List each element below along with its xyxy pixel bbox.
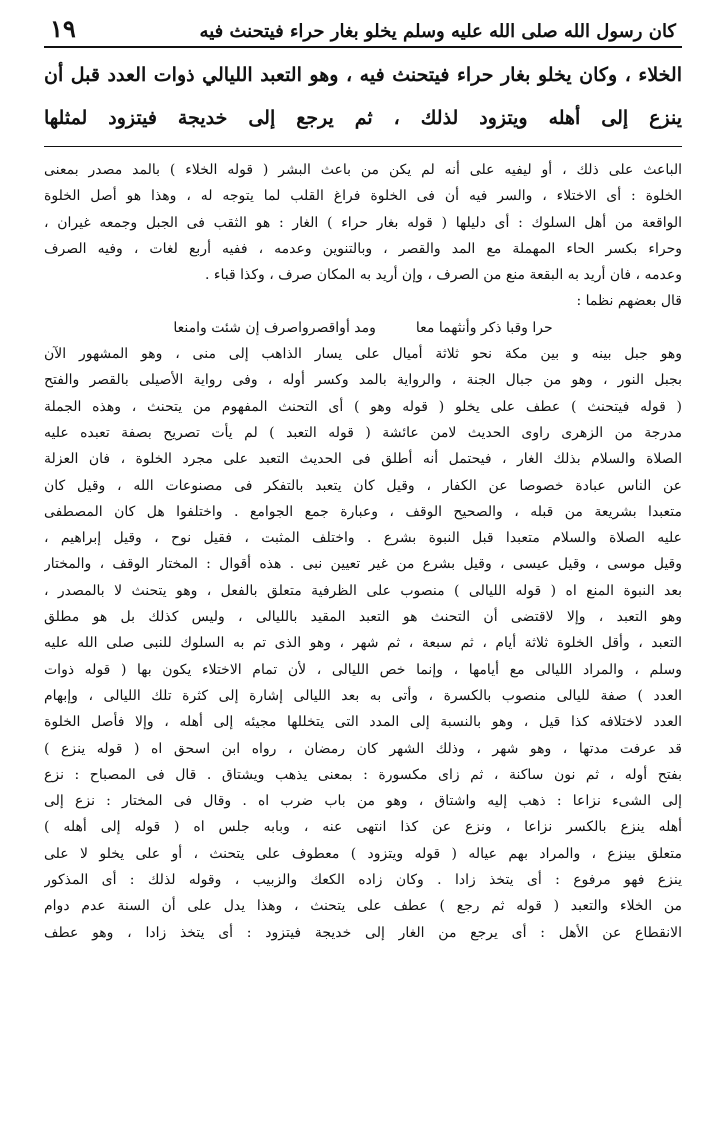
- commentary-line: وحراء بكسر الحاء المهملة مع المد والقصر ، وبالتنوين وعدمه ، ففيه أربع لغات ، وفيه الصرف: [44, 240, 682, 257]
- commentary-line: ينزع فهو مرفوع : أى يتخذ زادا . وكان زاده الكعك والزبيب ، وقوله لذلك : أى المذكور: [44, 872, 682, 889]
- commentary-line: ( قوله فيتحنث ) عطف على يخلو ( قوله وهو ) أى التحنث المفهوم من يتحنث ، وهذه الجملة: [44, 398, 682, 415]
- commentary-line: أهله ينزع بالكسر نزاعا ، ونزع عن كذا انتهى عنه ، وبابه جلس اه ( قوله إلى أهله ): [44, 819, 682, 836]
- commentary-line: متعبدا بشريعة من قبله ، والصحيح الوقف ، وعبارة جمع الجوامع . واختلفوا هل كان المصطفى: [44, 503, 682, 520]
- commentary-line: مدرجة من الزهرى راوى الحديث لامن عائشة ( قوله التعبد ) لم يأت تصريح بصفة تعبده عليه: [44, 424, 682, 441]
- commentary-line: الصلاة والسلام بذلك الغار ، فيحتمل أنه أطلق فى الحديث التعبد على مجرد الخلوة ، فان العزلة: [44, 451, 682, 468]
- commentary-line: قال بعضهم نظما :: [576, 293, 682, 310]
- commentary-line: وهو التعبد ، وإلا لاقتضى أن التحنث هو التعبد المقيد بالليالى ، وليس كذلك بل هو مطلق: [44, 609, 682, 626]
- hadith-line: الخلاء ، وكان يخلو بغار حراء فيتحنث فيه ، وهو التعبد الليالي ذوات العدد قبل أن: [44, 64, 682, 86]
- commentary-line: العدد لاختلافه كذا قيل ، وهو بالنسبة إلى المدد التى يتخللها مجيئه إلى أهله ، وإلا فأصل الخلوة: [44, 714, 682, 731]
- commentary-line: الباعث على ذلك ، أو ليفيه على أنه لم يكن من باعث البشر ( قوله الخلاء ) بالمد مصدر بمعنى: [44, 162, 682, 178]
- commentary-line: عن الناس عبادة خصوصا عن الكفار ، وقيل كان يتعبد بالتفكر فى مصنوعات الله ، وقيل كان: [44, 477, 682, 494]
- commentary-line: بجبل النور ، وهو من جبال الجنة ، والرواية بالمد وكسر أوله ، وفى رواية الأصيلى بالقصر والفتح: [44, 372, 682, 389]
- commentary-line: الواقعة من أهل السلوك : أى دليلها ( قوله بغار حراء ) الغار : هو الثقب فى الجبل وجمعه غيران ،: [44, 214, 682, 231]
- commentary-line: إلى الشىء نزاعا : ذهب إليه واشتاق ، وهو من باب ضرب اه . وقال فى المختار : نزع إلى: [44, 793, 682, 810]
- commentary-line: الانقطاع عن الأهل : أى يرجع من الغار إلى خديجة فيتزود : أى يتخذ زادا ، وهو عطف: [44, 924, 682, 941]
- commentary-line: التعبد ، وأقل الخلوة ثلاثة أيام ، ثم سبعة ، ثم شهر ، وهو الذى تم به السلوك للنبى صلى الله عليه: [44, 635, 682, 652]
- verse-hemistich-2: ومد أواقصرواصرف إن شئت وامنعا: [173, 319, 376, 336]
- poem-verse: [44, 315, 682, 341]
- page-number: ١٩: [50, 14, 76, 43]
- commentary-line: بعد النبوة المنع اه ( قوله الليالى ) منصوب على الظرفية متعلق بالفعل ، وهو يتحنث لا بالمصدر ،: [44, 582, 682, 599]
- commentary-line: وعدمه ، فان أريد به البقعة منع من الصرف ، وإن أريد به المكان صرف ، وكذا قباء .: [204, 267, 682, 284]
- verse-hemistich-1: حرا وقبا ذكر وأنثهما معا: [415, 319, 553, 336]
- commentary-line: وهو جبل بينه و بين مكة نحو ثلاثة أميال على يسار الذاهب إلى منى ، وهو المشهور الآن: [44, 346, 682, 363]
- commentary-line: بفتح أوله ، ثم نون ساكنة ، ثم زاى مكسورة : بمعنى يذهب ويشتاق . قال فى المصباح : نزع: [44, 766, 682, 783]
- commentary-line: العدد ) صفة لليالى منصوب بالكسرة ، وأتى به بعد الليالى إشارة إلى كثرة تلك الليالى ، وإبهام: [44, 687, 682, 704]
- page-header: [44, 14, 682, 44]
- text-divider: [44, 146, 682, 147]
- commentary-line: وسلم ، والمراد الليالى مع أيامها ، وإنما خص الليالى ، لأن تمام الاختلاء يكون بها ( قوله ذوات: [44, 661, 682, 678]
- header-rule: [44, 46, 682, 48]
- commentary-text: [44, 157, 682, 946]
- commentary-line: متعلق بينزع ، والمراد بهم عياله ( قوله ويتزود ) معطوف على يتحنث ، أو على يخلو لا على: [44, 845, 682, 862]
- running-title: كان رسول الله صلى الله عليه وسلم يخلو بغار حراء فيتحنث فيه: [199, 21, 676, 42]
- commentary-line: من الخلاء والتعبد ( قوله ثم رجع ) عطف على يتحنث ، وهذا يدل على أن السنة عدم دوام: [44, 898, 682, 915]
- hadith-line: ينزع إلى أهله ويتزود لذلك ، ثم يرجع إلى خديجة فيتزود لمثلها: [44, 107, 682, 129]
- commentary-line: وقيل موسى ، وقيل عيسى ، وقيل بشرع من غير تعيين نبى . هذه أقوال : المختار الوقف ، والمختار: [44, 556, 682, 573]
- commentary-line: قد عرفت مدتها ، وهو شهر ، وذلك الشهر كان رمضان ، رواه ابن اسحق اه ( قوله ينزع ): [44, 740, 682, 757]
- commentary-line: عليه الصلاة والسلام متعبدا قبل النبوة بشرع . واختلف المثبت ، فقيل نوح ، وقيل إبراهيم ،: [44, 530, 682, 547]
- commentary-line: الخلوة : أى الاختلاء ، والسر فيه أن فى الخلوة فراغ القلب لما يتوجه له ، وهذا هو أصل الخلوة: [44, 188, 682, 205]
- hadith-text: [44, 54, 682, 140]
